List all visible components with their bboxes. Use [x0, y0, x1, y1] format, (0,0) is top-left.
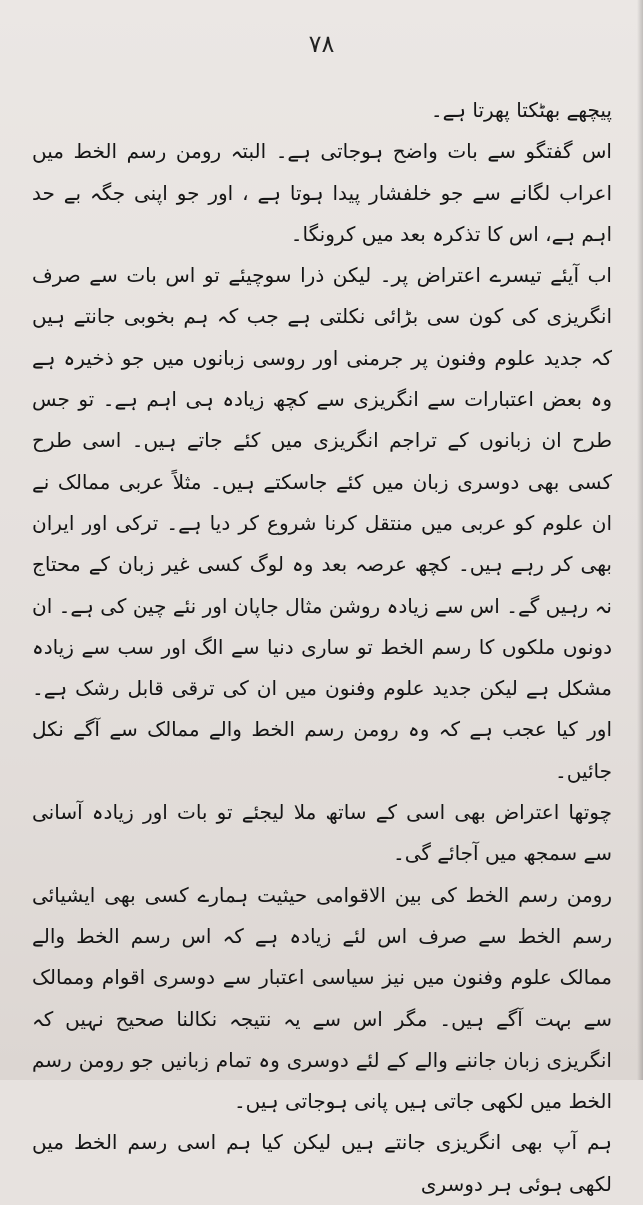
page-edge-shadow [637, 0, 643, 1080]
paragraph-3: اب آیئے تیسرے اعتراض پر۔ لیکن ذرا سوچیئے تو اس بات سے صرف انگریزی کی کون سی بڑائی نکلتی ہے جب کہ ہم بخوبی جانتے ہیں کہ جدید علوم وفنون پر جرمنی اور روسی زبانوں میں جو ذخیرہ ہے وہ بعض اعتبارات سے انگریزی سے کچھ زیادہ ہی اہم ہے۔ تو جس طرح ان زبانوں کے تراجم انگریزی میں کئے جاتے ہیں۔ اسی طرح کسی بھی دوسری زبان میں کئے جاسکتے ہیں۔ مثلاً عربی ممالک نے ان علوم کو عربی میں منتقل کرنا شروع کر دیا ہے۔ ترکی اور ایران بھی کر رہے ہیں۔ کچھ عرصہ بعد وہ لوگ کسی غیر زبان کے محتاج نہ رہیں گے۔ اس سے زیادہ روشن مثال جاپان اور نئے چین کی ہے۔ ان دونوں ملکوں کا رسم الخط تو ساری دنیا سے الگ اور سب سے زیادہ مشکل ہے لیکن جدید علوم وفنون میں ان کی ترقی قابل رشک ہے۔ اور کیا عجب ہے کہ وہ رومن رسم الخط والے ممالک سے آگے نکل جائیں۔ [32, 263, 612, 783]
paragraph-6: ہم آپ بھی انگریزی جانتے ہیں لیکن کیا ہم اسی رسم الخط میں لکھی ہوئی ہر دوسری [32, 1130, 612, 1196]
page-number: ۷۸ [308, 30, 335, 58]
paragraph-1: پیچھے بھٹکتا پھرتا ہے۔ [430, 98, 612, 122]
paragraph-5: رومن رسم الخط کی بین الاقوامی حیثیت ہمارے کسی بھی ایشیائی رسم الخط سے صرف اس لئے زیادہ ہے کہ اس رسم الخط والے ممالک علوم وفنون میں نیز سیاسی اعتبار سے دوسری اقوام وممالک سے بہت آگے ہیں۔ مگر اس سے یہ نتیجہ نکالنا صحیح نہیں کہ انگریزی زبان جاننے والے کے لئے دوسری وہ تمام زبانیں جو رومن رسم الخط میں لکھی جاتی ہیں پانی ہوجاتی ہیں۔ [32, 882, 612, 1114]
page-body-text [32, 90, 612, 1205]
paragraph-4: چوتھا اعتراض بھی اسی کے ساتھ ملا لیجئے تو بات اور زیادہ آسانی سے سمجھ میں آجائے گی۔ [32, 800, 612, 866]
paragraph-2: اس گفتگو سے بات واضح ہوجاتی ہے۔ البتہ رومن رسم الخط میں اعراب لگانے سے جو خلفشار پیدا ہوتا ہے ، اور جو اپنی جگہ بے حد اہم ہے، اس کا تذکرہ بعد میں کرونگا۔ [32, 139, 612, 246]
